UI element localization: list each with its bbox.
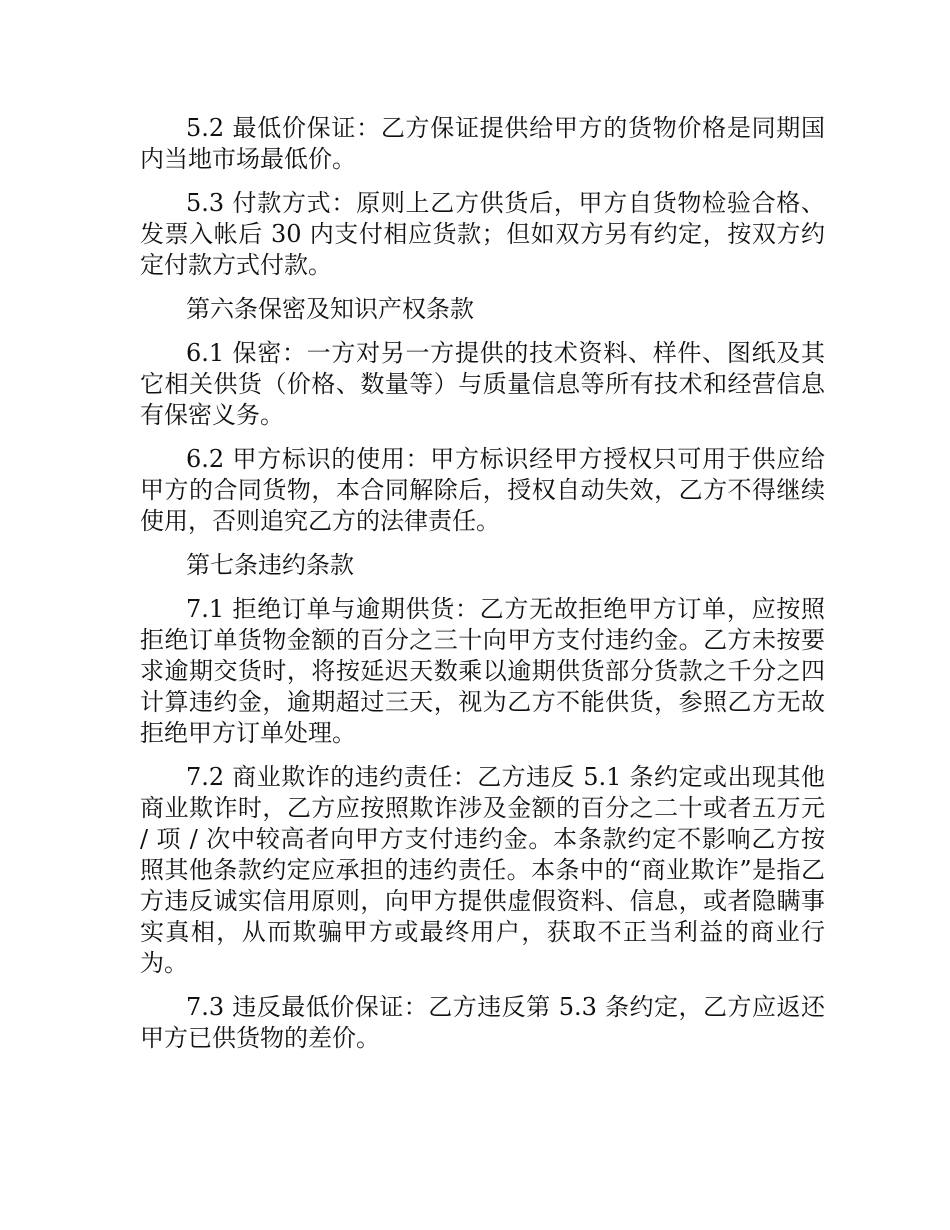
article-7-heading: 第七条违约条款 — [186, 551, 354, 579]
clause-7-1: 7.1 拒绝订单与逾期供货：乙方无故拒绝甲方订单，应按照拒绝订单货物金额的百分之三十向甲方支付违约金。乙方未按要求逾期交货时，将按延迟天数乘以逾期供货部分货款之千分之四计算违约金，逾期超过三天，视为乙方不能供货，参照乙方无故拒绝甲方订单处理。 — [140, 595, 825, 747]
clause-7-3: 7.3 违反最低价保证：乙方违反第 5.3 条约定，乙方应返还甲方已供货物的差价。 — [140, 993, 825, 1052]
document-body — [140, 113, 825, 1067]
clause-6-2: 6.2 甲方标识的使用：甲方标识经甲方授权只可用于供应给甲方的合同货物，本合同解除后，授权自动失效，乙方不得继续使用，否则追究乙方的法律责任。 — [140, 445, 825, 535]
clause-6-1: 6.1 保密：一方对另一方提供的技术资料、样件、图纸及其它相关供货（价格、数量等）与质量信息等所有技术和经营信息有保密义务。 — [140, 339, 825, 429]
clause-5-3: 5.3 付款方式：原则上乙方供货后，甲方自货物检验合格、发票入帐后 30 内支付相应货款；但如双方另有约定，按双方约定付款方式付款。 — [140, 189, 825, 279]
article-6-heading: 第六条保密及知识产权条款 — [186, 295, 474, 323]
clause-7-2: 7.2 商业欺诈的违约责任：乙方违反 5.1 条约定或出现其他商业欺诈时，乙方应按照欺诈涉及金额的百分之二十或者五万元 / 项 / 次中较高者向甲方支付违约金。本条款约定不影响乙方按照其他条款约定应承担的违约责任。本条中的“商业欺诈”是指乙方违反诚实信用原则，向甲方提供虚假资料、信息，或者隐瞒事实真相，从而欺骗甲方或最终用户，获取不正当利益的商业行为。 — [140, 763, 825, 977]
clause-5-2: 5.2 最低价保证：乙方保证提供给甲方的货物价格是同期国内当地市场最低价。 — [140, 114, 825, 173]
